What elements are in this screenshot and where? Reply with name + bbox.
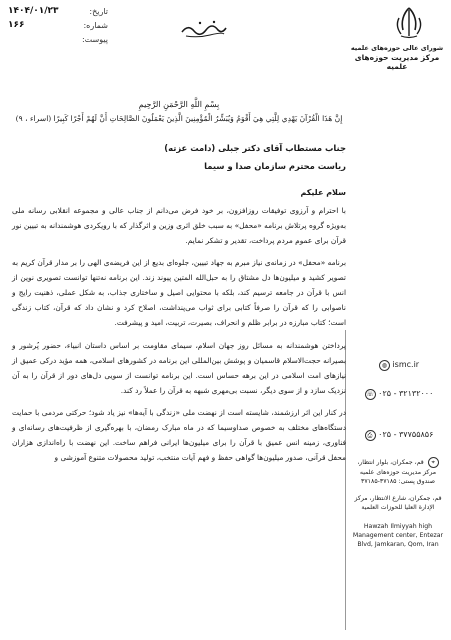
addressee: جناب مستطاب آقای دکتر جبلی (دامت عزته) [164,143,346,153]
org-line-2: مرکز مدیریت حوزه‌های علمیه [354,53,440,71]
contact-sidebar [350,360,446,549]
paragraph: برنامه «محفل» در زمانه‌ی نیاز مبرم به جهاد تبیین، جلوه‌ای بدیع از این فریضه‌ی الهی را بر مدار قرآن کریم به تصویر کشید و میلیون‌ها دل مشتاق را به حبل‌الله المتین پیوند زند. این برنامه نه‌تنها توانست تصویری نوین از انس با قرآن در جامعه ترسیم کند، بلکه با محتوایی اصیل و ساختاری جذاب، به شکل عملی، ذهنیت رایج و ناصوابی را که قرآن را صرفاً کتابی برای ثواب می‌پنداشت، اصلاح کرد و نشان داد که قرآن، کتاب زندگی است؛ کتاب مبارزه در برابر ظلم و انحراف، بصیرت، تربیت، امید و پیشرفت. [12,258,346,328]
paragraph: با احترام و آرزوی توفیقات روزافزون، بر خود فرض می‌دانم از جناب عالی و مجموعه انقلابی رسانه ملی به‌ویژه گروه پرتلاش برنامه «محفل» به سبب خلق اثری وزین و اثرگذار که با رویکردی هوشمندانه به تبیین نور قرآن برای عموم مردم پرداخت، تقدیر و تشکر نمایم. [12,206,346,245]
fax-row [350,430,446,441]
location-icon: ⌖ [428,457,439,468]
phone-number: ۰۲۵ - ۳۲۱۳۲۰۰۰ [378,389,434,398]
number-row [8,18,108,32]
date-row [8,4,108,18]
emblem-logo-icon [389,6,429,40]
org-line-1: شورای عالی حوزه‌های علمیه [350,44,444,52]
greeting: سلام علیکم [300,188,346,197]
paragraph: در کنار این اثر ارزشمند، شایسته است از نهضت ملی «زندگی با آیه‌ها» نیز یاد شود؛ حرکتی مردمی با حمایت دستگاه‌های مختلف به خصوص صداوسیما که در ماه مبارک رمضان، با بهره‌گیری از ظرفیت‌های رسانه‌ای و فناوری، زمینه انس عمیق با قرآن را برای میلیون‌ها ایرانی فراهم ساخت. این نهضت با راه‌اندازی هزاران محفل قرآنی، صدور میلیون‌ها گواهی حفظ و فهم آیات منتخب، تولید محصولات متنوع آموزشی و [12,408,346,463]
address-english: Hawzah Ilmiyyah high Management center, Entezar Blvd, Jamkaran, Qom, Iran [352,523,444,548]
address-persian-text: قم، جمکران، بلوار انتظار، مرکز مدیریت حوزه‌های علمیه صندوق پستی: ۳۷۱۸۵-۳۷۱۸۵ [357,459,437,485]
quran-verse: إِنَّ هَذَا الْقُرْآنَ يَهْدِي لِلَّتِي هِيَ أَقْوَمُ وَيُبَشِّرُ الْمُؤْمِنِينَ الَّذِينَ يَعْمَلُونَ الصَّالِحَاتِ أَنَّ لَهُمْ أَجْرًا كَبِيرًا (اسراء ، ۹) [15,114,343,123]
number-label: شماره: [83,20,108,30]
phone-row [350,389,446,400]
fax-icon: ⎙ [365,430,376,441]
calligraphy-emblem-icon [178,18,230,40]
globe-icon: ◍ [379,360,390,371]
fax-number: ۰۲۵ - ۳۷۷۵۵۸۵۶ [378,430,434,439]
attachment-label: پیوست: [81,34,108,44]
organization-name [349,44,445,71]
website-row [350,360,446,371]
number-value: ۱۶۶ [8,20,25,30]
address-arabic: قم، جمكران، شارع الانتظار، مركز الإدارة العليا للحوزات العلمية [354,495,442,511]
paragraph: پرداختن هوشمندانه به مسائل روز جهان اسلام، سیمای مقاومت بر اساس داستان انبیاء، حضور پُرشور و بصیرانه حجت‌الاسلام قاسمیان و پوشش بین‌المللی این برنامه در کشورهای اسلامی، همه مؤید درکی عمیق از نیازهای امت اسلامی در این برهه حساس است. این برنامه توانست از سویی دل‌های دور از قرآن را به آن نزدیک سازد و از سوی دیگر، نسبت بی‌مهری شبهه به قرآن را عملاً رد کند. [12,340,346,395]
attachment-row [8,32,108,46]
basmala: بِسْمِ اللَّهِ الرَّحْمَنِ الرَّحِيمِ [138,100,220,109]
letter-meta [8,4,108,46]
addressee-title: ریاست محترم سازمان صدا و سیما [204,161,346,171]
letter-body [12,100,346,473]
phone-icon: ☏ [366,391,374,398]
date-value: ۱۴۰۴/۰۱/۲۳ [8,6,59,16]
date-label: تاریخ: [89,6,108,16]
website[interactable]: ismc.ir [392,360,420,369]
address-persian [350,457,446,486]
